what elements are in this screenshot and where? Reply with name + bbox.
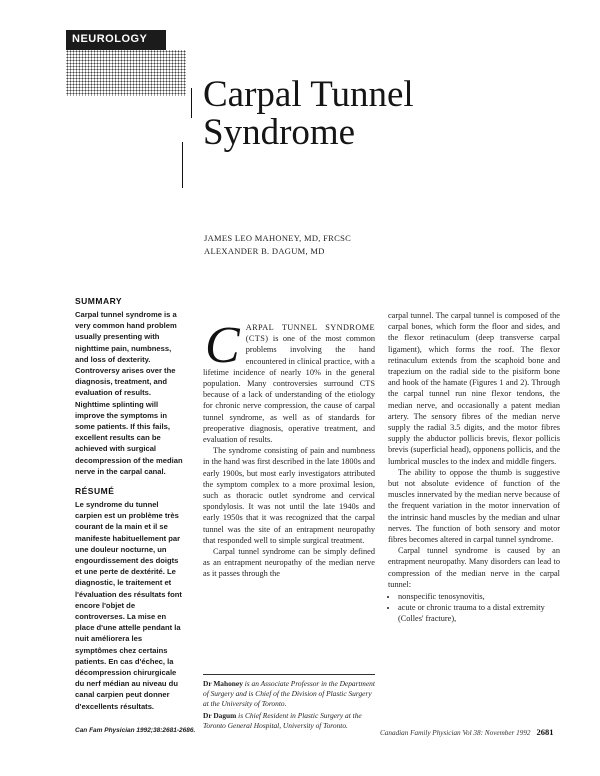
citation: Can Fam Physician 1992;38:2681-2686. <box>75 727 196 734</box>
page-number: 2681 <box>536 727 554 737</box>
drop-cap: C <box>205 317 240 374</box>
resume-text: Le syndrome du tunnel carpien est un problème très courant de la main et il se manifeste habituellement par une douleur nocturne, un engourdissement des doigts et une perte de dextérité. Le diagnostic, le traitement et l'évaluation des résultats font encore l'objet de controverses. La mise en place d'une attelle pendant la nuit améliorera les symptômes chez certains patients. En cas d'échec, la décompression chirurgicale du nerf médian au niveau du canal carpien peut donner d'excellents résultats. <box>75 500 182 711</box>
history-paragraph: The syndrome consisting of pain and numbness in the hand was first described in the late 1800s and early 1900s, but most early investigators attributed the symptom complex to a more proximal lesion, such as thoracic outlet syndrome and cervical spondylosis. It was not until the late 1940s and early 1950s that it was recognized that the carpal tunnel was the site of an entrapment neuropathy that responded well to simple surgical treatment. <box>203 446 375 545</box>
lead-in: ARPAL TUNNEL SYNDROME (CTS) <box>245 323 375 344</box>
author-1: JAMES LEO MAHONEY, MD, FRCSC <box>204 233 352 243</box>
bio-mahoney-name: Dr Mahoney <box>203 679 243 688</box>
title-line-1: Carpal Tunnel <box>203 74 414 115</box>
list-item: • acute or chronic trauma to a distal extremity (Colles' fracture), <box>398 602 560 624</box>
bio-dagum-text: is Chief Resident in Plastic Surgery at the Toronto General Hospital, University of Toronto. <box>203 711 362 731</box>
function-paragraph: The ability to oppose the thumb is suggestive but not absolute evidence of function of the muscles innervated by the median nerve because of the frequent variation in the motor innervation of the intrinsic hand muscles by the median and ulnar nerves. The function of both sensory and motor fibres becomes altered in carpal tunnel syndrome. <box>388 467 560 545</box>
title-line-2: Syndrome <box>203 112 356 153</box>
causes-list <box>388 591 560 625</box>
intro-paragraph <box>203 317 375 445</box>
intro-text: is one of the most common problems involving the hand encountered in clinical practice, with a lifetime incidence of nearly 10% in the general population. Many controversies surround CTS because of a lack of understanding of the etiology for chronic nerve compression, the cause of carpal tunnel syndrome, as well as of standards for preoperative diagnosis, operative treatment, and evaluation of results. <box>203 334 375 445</box>
anatomy-paragraph: carpal tunnel. The carpal tunnel is composed of the carpal bones, which form the floor and sides, and the flexor retinaculum (deep transverse carpal ligament), which forms the roof. The flexor retinaculum extends from the scaphoid bone and trapezium on the radial side to the pisiform bone and hook of the hamate (Figures 1 and 2). Through the carpal tunnel run nine flexor tendons, the median nerve, and occasionally a patent median artery. The sensory fibres of the median nerve supply the radial 3.5 digits, and the motor fibres supply the abductor pollicis brevis, flexor pollicis brevis (superficial head), opponens pollicis, and the lumbrical muscles to the index and middle fingers. <box>388 311 560 466</box>
bio-dagum-name: Dr Dagum <box>203 711 237 720</box>
definition-paragraph: Carpal tunnel syndrome can be simply defined as an entrapment neuropathy of the median nerve as it passes through the <box>203 547 375 579</box>
body-column-1 <box>203 317 375 580</box>
section-label: NEUROLOGY <box>72 33 148 45</box>
body-column-2 <box>388 310 560 625</box>
author-list <box>204 232 351 258</box>
journal-name: Canadian Family Physician Vol 38: November 1992 <box>380 729 531 737</box>
title-rule-bottom <box>182 142 183 188</box>
section-tag <box>66 30 166 50</box>
bio-mahoney-text: is an Associate Professor in the Department of Surgery and is Chief of the Division of Plastic Surgery at the University of Toronto. <box>203 679 375 709</box>
halftone-pattern <box>66 50 186 96</box>
author-2: ALEXANDER B. DAGUM, MD <box>204 246 325 256</box>
causes-paragraph: Carpal tunnel syndrome is caused by an entrapment neuropathy. Many disorders can lead to compression of the median nerve in the carpal tunnel: <box>388 546 560 589</box>
bio-mahoney <box>203 679 375 710</box>
title-rule-top <box>191 88 192 118</box>
summary-text: Carpal tunnel syndrome is a very common hand problem usually presenting with nighttime pain, numbness, and loss of dexterity. Controversy arises over the diagnosis, treatment, and evaluation of results. Nighttime splinting will improve the symptoms in some patients. If this fails, excellent results can be achieved with surgical decompression of the median nerve in the carpal canal. <box>75 310 183 476</box>
bio-dagum <box>203 711 375 731</box>
page-footer <box>380 727 554 737</box>
list-item: • nonspecific tenosynovitis, <box>398 591 560 602</box>
summary-heading: SUMMARY <box>75 296 123 306</box>
resume-heading: RÉSUMÉ <box>75 486 115 496</box>
bio-divider <box>203 674 375 675</box>
